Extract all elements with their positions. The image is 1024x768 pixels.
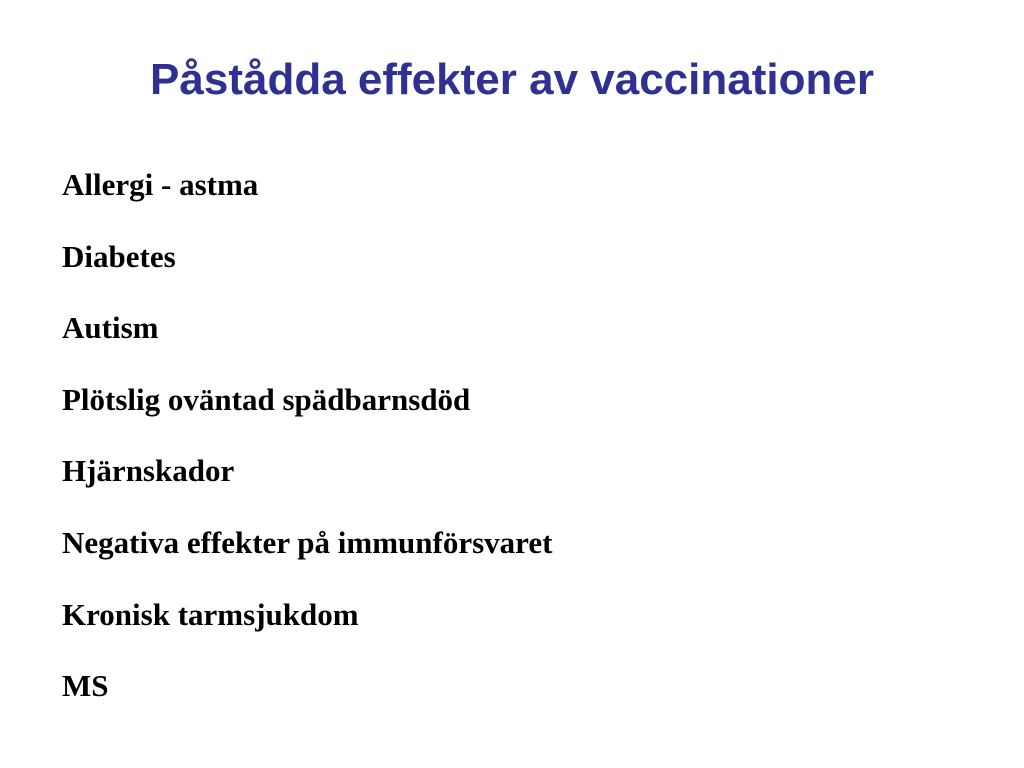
list-item: Negativa effekter på immunförsvaret: [62, 524, 553, 560]
claimed-effects-list: [62, 162, 552, 735]
list-item: MS: [62, 668, 109, 704]
slide-title: Påstådda effekter av vaccinationer: [150, 55, 874, 104]
list-item: Allergi - astma: [62, 167, 259, 202]
list-item: Diabetes: [62, 238, 176, 274]
list-item: Hjärnskador: [62, 453, 235, 489]
list-item: Plötslig oväntad spädbarnsdöd: [62, 381, 471, 417]
list-item: Autism: [62, 310, 159, 346]
list-item: Kronisk tarmsjukdom: [62, 596, 359, 632]
